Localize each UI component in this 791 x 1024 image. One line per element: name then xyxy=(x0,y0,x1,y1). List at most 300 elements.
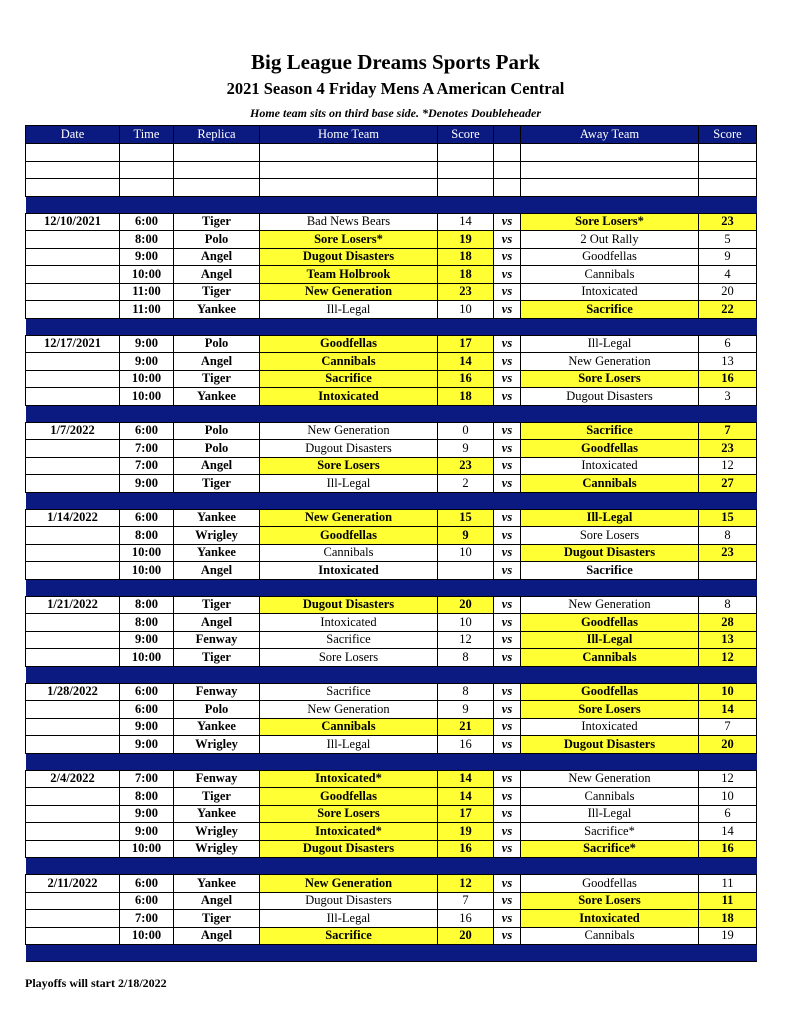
game-row xyxy=(26,562,757,580)
separator-cell xyxy=(260,753,438,770)
home-score-cell: 12 xyxy=(438,631,494,649)
separator-cell xyxy=(438,579,494,596)
game-row xyxy=(26,736,757,754)
away-score-cell: 12 xyxy=(699,457,757,475)
away-team-cell: Intoxicated xyxy=(521,910,699,928)
week-separator xyxy=(26,318,757,335)
date-cell xyxy=(26,266,120,284)
home-score-cell: 17 xyxy=(438,335,494,353)
away-score-cell: 11 xyxy=(699,875,757,893)
col-header-time: Time xyxy=(120,126,174,144)
home-team-cell: New Generation xyxy=(260,875,438,893)
game-row xyxy=(26,596,757,614)
vs-cell: vs xyxy=(494,388,521,406)
replica-cell: Yankee xyxy=(174,718,260,736)
date-cell: 1/14/2022 xyxy=(26,509,120,527)
game-row xyxy=(26,649,757,667)
separator-cell xyxy=(494,318,521,335)
game-row xyxy=(26,631,757,649)
away-score-cell: 27 xyxy=(699,475,757,493)
home-score-cell: 16 xyxy=(438,910,494,928)
vs-cell: vs xyxy=(494,788,521,806)
game-row xyxy=(26,544,757,562)
replica-cell: Polo xyxy=(174,231,260,249)
vs-cell: vs xyxy=(494,718,521,736)
vs-cell: vs xyxy=(494,283,521,301)
away-team-cell: Sacrifice* xyxy=(521,823,699,841)
date-cell xyxy=(26,823,120,841)
replica-cell: Yankee xyxy=(174,301,260,319)
vs-cell: vs xyxy=(494,370,521,388)
empty-cell xyxy=(438,144,494,162)
empty-cell xyxy=(26,144,120,162)
away-team-cell: Sore Losers* xyxy=(521,213,699,231)
home-team-cell: Cannibals xyxy=(260,718,438,736)
home-score-cell: 14 xyxy=(438,353,494,371)
separator-cell xyxy=(26,945,120,962)
away-team-cell: New Generation xyxy=(521,770,699,788)
separator-cell xyxy=(260,945,438,962)
separator-cell xyxy=(438,945,494,962)
date-cell xyxy=(26,388,120,406)
time-cell: 9:00 xyxy=(120,718,174,736)
away-team-cell: Sacrifice xyxy=(521,422,699,440)
separator-cell xyxy=(260,405,438,422)
time-cell: 6:00 xyxy=(120,683,174,701)
game-row xyxy=(26,823,757,841)
empty-cell xyxy=(120,179,174,197)
away-team-cell: New Generation xyxy=(521,353,699,371)
time-cell: 6:00 xyxy=(120,422,174,440)
separator-cell xyxy=(260,196,438,213)
away-score-cell: 23 xyxy=(699,213,757,231)
home-score-cell: 8 xyxy=(438,683,494,701)
separator-cell xyxy=(26,858,120,875)
separator-cell xyxy=(438,405,494,422)
time-cell: 11:00 xyxy=(120,301,174,319)
away-score-cell: 23 xyxy=(699,544,757,562)
date-cell: 12/17/2021 xyxy=(26,335,120,353)
replica-cell: Fenway xyxy=(174,770,260,788)
separator-cell xyxy=(699,666,757,683)
separator-cell xyxy=(26,753,120,770)
home-team-cell: Sacrifice xyxy=(260,370,438,388)
separator-cell xyxy=(26,492,120,509)
blank-row xyxy=(26,161,757,179)
date-cell: 1/28/2022 xyxy=(26,683,120,701)
game-row xyxy=(26,422,757,440)
date-cell: 2/4/2022 xyxy=(26,770,120,788)
vs-cell: vs xyxy=(494,770,521,788)
separator-cell xyxy=(174,405,260,422)
separator-cell xyxy=(494,945,521,962)
separator-cell xyxy=(174,858,260,875)
home-team-cell: Team Holbrook xyxy=(260,266,438,284)
home-score-cell: 23 xyxy=(438,283,494,301)
game-row xyxy=(26,614,757,632)
date-cell xyxy=(26,527,120,545)
time-cell: 6:00 xyxy=(120,875,174,893)
away-team-cell: Cannibals xyxy=(521,788,699,806)
game-row xyxy=(26,840,757,858)
game-row xyxy=(26,370,757,388)
away-score-cell: 20 xyxy=(699,736,757,754)
empty-cell xyxy=(26,161,120,179)
empty-cell xyxy=(26,179,120,197)
game-row xyxy=(26,718,757,736)
replica-cell: Angel xyxy=(174,353,260,371)
home-score-cell: 9 xyxy=(438,440,494,458)
away-team-cell: Intoxicated xyxy=(521,457,699,475)
home-score-cell: 0 xyxy=(438,422,494,440)
empty-cell xyxy=(494,179,521,197)
separator-cell xyxy=(521,753,699,770)
date-cell xyxy=(26,892,120,910)
vs-cell: vs xyxy=(494,509,521,527)
home-score-cell: 16 xyxy=(438,736,494,754)
game-row xyxy=(26,475,757,493)
away-score-cell: 16 xyxy=(699,370,757,388)
away-team-cell: 2 Out Rally xyxy=(521,231,699,249)
away-score-cell: 20 xyxy=(699,283,757,301)
vs-cell: vs xyxy=(494,440,521,458)
game-row xyxy=(26,788,757,806)
date-cell xyxy=(26,927,120,945)
header-row xyxy=(26,126,757,144)
home-team-cell: Sacrifice xyxy=(260,631,438,649)
away-team-cell: Dugout Disasters xyxy=(521,736,699,754)
separator-cell xyxy=(521,666,699,683)
home-team-cell: Goodfellas xyxy=(260,788,438,806)
date-cell xyxy=(26,231,120,249)
vs-cell: vs xyxy=(494,266,521,284)
separator-cell xyxy=(699,196,757,213)
home-team-cell: Intoxicated xyxy=(260,388,438,406)
away-score-cell: 12 xyxy=(699,770,757,788)
away-team-cell: Dugout Disasters xyxy=(521,388,699,406)
game-row xyxy=(26,509,757,527)
time-cell: 9:00 xyxy=(120,736,174,754)
game-row xyxy=(26,892,757,910)
replica-cell: Angel xyxy=(174,892,260,910)
time-cell: 8:00 xyxy=(120,527,174,545)
separator-cell xyxy=(494,753,521,770)
separator-cell xyxy=(699,945,757,962)
away-team-cell: Cannibals xyxy=(521,266,699,284)
separator-cell xyxy=(26,405,120,422)
game-row xyxy=(26,353,757,371)
time-cell: 10:00 xyxy=(120,544,174,562)
game-row xyxy=(26,527,757,545)
game-row xyxy=(26,231,757,249)
separator-cell xyxy=(699,492,757,509)
week-separator xyxy=(26,579,757,596)
home-team-cell: New Generation xyxy=(260,701,438,719)
home-team-cell: New Generation xyxy=(260,422,438,440)
vs-cell: vs xyxy=(494,301,521,319)
home-team-cell: Ill-Legal xyxy=(260,736,438,754)
replica-cell: Wrigley xyxy=(174,527,260,545)
home-score-cell: 15 xyxy=(438,509,494,527)
week-separator xyxy=(26,492,757,509)
date-cell xyxy=(26,701,120,719)
time-cell: 9:00 xyxy=(120,353,174,371)
home-score-cell: 10 xyxy=(438,544,494,562)
date-cell xyxy=(26,283,120,301)
home-team-cell: Intoxicated xyxy=(260,562,438,580)
away-team-cell: Ill-Legal xyxy=(521,631,699,649)
home-score-cell: 19 xyxy=(438,231,494,249)
home-team-cell: New Generation xyxy=(260,283,438,301)
away-score-cell: 28 xyxy=(699,614,757,632)
game-row xyxy=(26,910,757,928)
time-cell: 6:00 xyxy=(120,892,174,910)
col-header-date: Date xyxy=(26,126,120,144)
time-cell: 9:00 xyxy=(120,631,174,649)
away-score-cell: 15 xyxy=(699,509,757,527)
home-team-cell: Dugout Disasters xyxy=(260,596,438,614)
game-row xyxy=(26,701,757,719)
time-cell: 8:00 xyxy=(120,231,174,249)
home-score-cell: 7 xyxy=(438,892,494,910)
time-cell: 10:00 xyxy=(120,562,174,580)
separator-cell xyxy=(120,492,174,509)
separator-cell xyxy=(174,666,260,683)
date-cell xyxy=(26,370,120,388)
replica-cell: Wrigley xyxy=(174,840,260,858)
page-title: Big League Dreams Sports Park xyxy=(251,50,540,74)
home-team-cell: Sore Losers xyxy=(260,649,438,667)
replica-cell: Yankee xyxy=(174,509,260,527)
replica-cell: Polo xyxy=(174,701,260,719)
vs-cell: vs xyxy=(494,631,521,649)
game-row xyxy=(26,440,757,458)
time-cell: 7:00 xyxy=(120,457,174,475)
date-cell xyxy=(26,301,120,319)
home-team-cell: Intoxicated xyxy=(260,614,438,632)
away-team-cell: Sore Losers xyxy=(521,892,699,910)
vs-cell: vs xyxy=(494,805,521,823)
time-cell: 6:00 xyxy=(120,509,174,527)
game-row xyxy=(26,388,757,406)
separator-cell xyxy=(521,196,699,213)
separator-cell xyxy=(699,318,757,335)
home-score-cell: 20 xyxy=(438,596,494,614)
date-cell xyxy=(26,562,120,580)
away-team-cell: Ill-Legal xyxy=(521,335,699,353)
away-team-cell: Intoxicated xyxy=(521,283,699,301)
vs-cell: vs xyxy=(494,248,521,266)
replica-cell: Fenway xyxy=(174,631,260,649)
away-team-cell: Ill-Legal xyxy=(521,805,699,823)
vs-cell: vs xyxy=(494,422,521,440)
separator-cell xyxy=(120,318,174,335)
time-cell: 9:00 xyxy=(120,248,174,266)
separator-cell xyxy=(174,318,260,335)
vs-cell: vs xyxy=(494,683,521,701)
home-team-cell: Ill-Legal xyxy=(260,910,438,928)
away-team-cell: Sacrifice xyxy=(521,562,699,580)
home-score-cell: 10 xyxy=(438,301,494,319)
separator-cell xyxy=(120,579,174,596)
separator-cell xyxy=(260,492,438,509)
replica-cell: Angel xyxy=(174,614,260,632)
away-score-cell xyxy=(699,562,757,580)
vs-cell: vs xyxy=(494,544,521,562)
home-score-cell xyxy=(438,562,494,580)
home-team-cell: Sore Losers xyxy=(260,457,438,475)
empty-cell xyxy=(521,179,699,197)
away-team-cell: Cannibals xyxy=(521,927,699,945)
separator-cell xyxy=(26,666,120,683)
schedule-note: Home team sits on third base side. *Denotes Doubleheader xyxy=(250,106,541,120)
empty-cell xyxy=(120,144,174,162)
separator-cell xyxy=(521,945,699,962)
vs-cell: vs xyxy=(494,701,521,719)
week-separator xyxy=(26,945,757,962)
home-score-cell: 14 xyxy=(438,788,494,806)
vs-cell: vs xyxy=(494,736,521,754)
away-score-cell: 3 xyxy=(699,388,757,406)
separator-cell xyxy=(438,753,494,770)
date-cell xyxy=(26,248,120,266)
date-cell xyxy=(26,736,120,754)
home-team-cell: Ill-Legal xyxy=(260,475,438,493)
away-score-cell: 7 xyxy=(699,718,757,736)
vs-cell: vs xyxy=(494,649,521,667)
home-score-cell: 18 xyxy=(438,266,494,284)
away-score-cell: 8 xyxy=(699,596,757,614)
away-team-cell: New Generation xyxy=(521,596,699,614)
replica-cell: Angel xyxy=(174,266,260,284)
replica-cell: Yankee xyxy=(174,544,260,562)
home-score-cell: 19 xyxy=(438,823,494,841)
home-team-cell: Sore Losers* xyxy=(260,231,438,249)
home-score-cell: 9 xyxy=(438,527,494,545)
empty-cell xyxy=(494,161,521,179)
separator-cell xyxy=(120,858,174,875)
time-cell: 8:00 xyxy=(120,788,174,806)
game-row xyxy=(26,248,757,266)
empty-cell xyxy=(174,179,260,197)
week-separator xyxy=(26,405,757,422)
time-cell: 9:00 xyxy=(120,823,174,841)
game-row xyxy=(26,770,757,788)
replica-cell: Fenway xyxy=(174,683,260,701)
date-cell xyxy=(26,440,120,458)
away-team-cell: Dugout Disasters xyxy=(521,544,699,562)
away-score-cell: 10 xyxy=(699,788,757,806)
vs-cell: vs xyxy=(494,335,521,353)
date-cell xyxy=(26,649,120,667)
away-team-cell: Intoxicated xyxy=(521,718,699,736)
vs-cell: vs xyxy=(494,457,521,475)
separator-cell xyxy=(494,196,521,213)
separator-cell xyxy=(26,579,120,596)
empty-cell xyxy=(521,144,699,162)
time-cell: 7:00 xyxy=(120,910,174,928)
vs-cell: vs xyxy=(494,910,521,928)
home-team-cell: Dugout Disasters xyxy=(260,440,438,458)
time-cell: 7:00 xyxy=(120,770,174,788)
replica-cell: Tiger xyxy=(174,475,260,493)
replica-cell: Tiger xyxy=(174,649,260,667)
away-score-cell: 14 xyxy=(699,701,757,719)
blank-row xyxy=(26,179,757,197)
away-score-cell: 22 xyxy=(699,301,757,319)
schedule-table xyxy=(25,125,757,962)
separator-cell xyxy=(120,753,174,770)
away-score-cell: 6 xyxy=(699,805,757,823)
home-team-cell: New Generation xyxy=(260,509,438,527)
empty-cell xyxy=(120,161,174,179)
replica-cell: Polo xyxy=(174,422,260,440)
game-row xyxy=(26,213,757,231)
separator-cell xyxy=(174,753,260,770)
time-cell: 7:00 xyxy=(120,440,174,458)
schedule-body xyxy=(26,144,757,962)
vs-cell: vs xyxy=(494,614,521,632)
empty-cell xyxy=(699,144,757,162)
empty-cell xyxy=(260,144,438,162)
away-score-cell: 23 xyxy=(699,440,757,458)
separator-cell xyxy=(699,858,757,875)
home-score-cell: 17 xyxy=(438,805,494,823)
home-team-cell: Ill-Legal xyxy=(260,301,438,319)
vs-cell: vs xyxy=(494,927,521,945)
replica-cell: Tiger xyxy=(174,788,260,806)
away-team-cell: Cannibals xyxy=(521,475,699,493)
away-team-cell: Goodfellas xyxy=(521,875,699,893)
date-cell xyxy=(26,544,120,562)
away-score-cell: 19 xyxy=(699,927,757,945)
vs-cell: vs xyxy=(494,353,521,371)
replica-cell: Angel xyxy=(174,927,260,945)
vs-cell: vs xyxy=(494,875,521,893)
vs-cell: vs xyxy=(494,213,521,231)
separator-cell xyxy=(494,492,521,509)
away-team-cell: Goodfellas xyxy=(521,248,699,266)
time-cell: 10:00 xyxy=(120,388,174,406)
empty-cell xyxy=(260,161,438,179)
time-cell: 10:00 xyxy=(120,927,174,945)
replica-cell: Tiger xyxy=(174,283,260,301)
home-score-cell: 2 xyxy=(438,475,494,493)
game-row xyxy=(26,335,757,353)
replica-cell: Polo xyxy=(174,335,260,353)
separator-cell xyxy=(438,858,494,875)
col-header-home-score: Score xyxy=(438,126,494,144)
replica-cell: Wrigley xyxy=(174,736,260,754)
home-score-cell: 9 xyxy=(438,701,494,719)
separator-cell xyxy=(174,579,260,596)
away-score-cell: 11 xyxy=(699,892,757,910)
date-cell: 12/10/2021 xyxy=(26,213,120,231)
home-score-cell: 20 xyxy=(438,927,494,945)
week-separator xyxy=(26,196,757,213)
game-row xyxy=(26,805,757,823)
away-team-cell: Goodfellas xyxy=(521,440,699,458)
time-cell: 6:00 xyxy=(120,213,174,231)
home-team-cell: Sacrifice xyxy=(260,683,438,701)
separator-cell xyxy=(260,318,438,335)
col-header-away-team: Away Team xyxy=(521,126,699,144)
blank-row xyxy=(26,144,757,162)
empty-cell xyxy=(699,161,757,179)
date-cell xyxy=(26,475,120,493)
separator-cell xyxy=(120,945,174,962)
home-score-cell: 14 xyxy=(438,770,494,788)
